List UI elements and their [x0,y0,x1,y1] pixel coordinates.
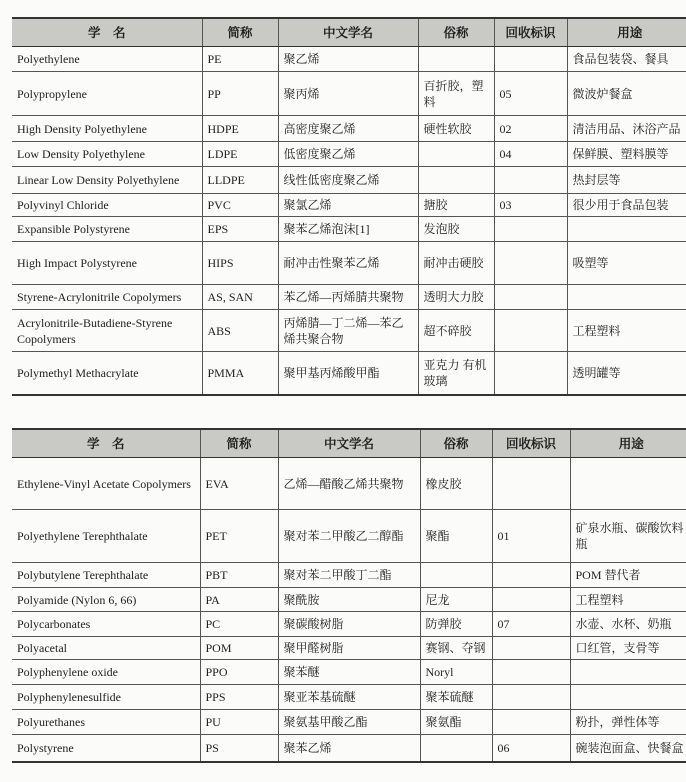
cell-abbreviation: PPO [200,660,278,685]
cell-abbreviation: LDPE [202,142,278,167]
cell-common-name [418,167,494,194]
table-row [12,735,686,762]
cell-recycling-code: 02 [494,116,567,142]
cell-usage: 保鲜膜、塑料膜等 [567,142,686,167]
plastics-table-1 [12,17,686,396]
cell-abbreviation: PU [200,710,278,735]
cell-common-name: 发泡胶 [418,217,494,242]
cell-abbreviation: PS [200,735,278,762]
header-chinese-name: 中文学名 [278,18,418,47]
cell-common-name [420,735,492,762]
cell-chinese-name: 线性低密度聚乙烯 [278,167,418,194]
table-row [12,510,686,563]
cell-scientific-name: Polystyrene [12,735,200,762]
header-recycling-code: 回收标识 [494,18,567,47]
cell-chinese-name: 聚对苯二甲酸乙二醇酯 [278,510,420,563]
table-row [12,167,686,194]
cell-chinese-name: 聚亚苯基硫醚 [278,685,420,710]
table-row [12,710,686,735]
cell-common-name: 聚氨酯 [420,710,492,735]
cell-scientific-name: Polyphenylene oxide [12,660,200,685]
cell-abbreviation: HDPE [202,116,278,142]
header-chinese-name: 中文学名 [278,429,420,458]
cell-scientific-name: Polyvinyl Chloride [12,194,202,217]
cell-abbreviation: PE [202,47,278,72]
cell-usage: 工程塑料 [567,310,686,352]
cell-usage: 微波炉餐盒 [567,72,686,116]
cell-scientific-name: Polybutylene Terephthalate [12,563,200,588]
cell-usage: 食品包装袋、餐具 [567,47,686,72]
cell-chinese-name: 聚甲基丙烯酸甲酯 [278,352,418,395]
cell-chinese-name: 低密度聚乙烯 [278,142,418,167]
cell-usage [570,458,686,510]
cell-common-name: 超不碎胶 [418,310,494,352]
cell-chinese-name: 聚对苯二甲酸丁二酯 [278,563,420,588]
cell-recycling-code [494,242,567,285]
cell-usage: 很少用于食品包装 [567,194,686,217]
cell-chinese-name: 聚甲醛树脂 [278,637,420,660]
cell-recycling-code [492,458,570,510]
cell-abbreviation: PBT [200,563,278,588]
cell-chinese-name: 聚苯乙烯泡沫[1] [278,217,418,242]
header-usage: 用途 [570,429,686,458]
table-row [12,285,686,310]
cell-chinese-name: 聚苯醚 [278,660,420,685]
cell-chinese-name: 苯乙烯—丙烯腈共聚物 [278,285,418,310]
cell-recycling-code [492,710,570,735]
table-row [12,47,686,72]
cell-recycling-code [494,47,567,72]
header-common-name: 俗称 [420,429,492,458]
header-usage: 用途 [567,18,686,47]
cell-chinese-name: 耐冲击性聚苯乙烯 [278,242,418,285]
table-row [12,72,686,116]
table-header [12,18,686,47]
header-scientific-name: 学 名 [12,18,202,47]
cell-chinese-name: 聚氯乙烯 [278,194,418,217]
cell-scientific-name: Low Density Polyethylene [12,142,202,167]
header-scientific-name: 学 名 [12,429,200,458]
cell-chinese-name: 乙烯—醋酸乙烯共聚物 [278,458,420,510]
cell-recycling-code: 03 [494,194,567,217]
cell-usage: POM 替代者 [570,563,686,588]
cell-abbreviation: ABS [202,310,278,352]
cell-scientific-name: High Impact Polystyrene [12,242,202,285]
table-row [12,194,686,217]
table-row [12,242,686,285]
header-abbreviation: 简称 [202,18,278,47]
table-header [12,429,686,458]
header-common-name: 俗称 [418,18,494,47]
cell-recycling-code [492,660,570,685]
cell-usage [570,685,686,710]
cell-common-name: 硬性软胶 [418,116,494,142]
cell-scientific-name: Polyphenylenesulfide [12,685,200,710]
cell-recycling-code [494,217,567,242]
cell-scientific-name: Polycarbonates [12,612,200,637]
cell-abbreviation: AS, SAN [202,285,278,310]
table-row [12,142,686,167]
cell-usage: 水壶、水杯、奶瓶 [570,612,686,637]
cell-usage: 矿泉水瓶、碳酸饮料瓶 [570,510,686,563]
cell-abbreviation: HIPS [202,242,278,285]
cell-abbreviation: PMMA [202,352,278,395]
cell-abbreviation: POM [200,637,278,660]
cell-scientific-name: Ethylene-Vinyl Acetate Copolymers [12,458,200,510]
cell-scientific-name: Acrylonitrile-Butadiene-Styrene Copolymers [12,310,202,352]
table-row [12,217,686,242]
cell-abbreviation: PET [200,510,278,563]
table-row [12,458,686,510]
cell-common-name [420,563,492,588]
header-abbreviation: 简称 [200,429,278,458]
cell-abbreviation: LLDPE [202,167,278,194]
cell-usage: 口红管，支骨等 [570,637,686,660]
cell-common-name: 搪胶 [418,194,494,217]
cell-recycling-code [494,352,567,395]
cell-scientific-name: Polyamide (Nylon 6, 66) [12,588,200,612]
cell-usage: 粉扑，弹性体等 [570,710,686,735]
cell-common-name [418,142,494,167]
cell-recycling-code [494,310,567,352]
cell-common-name: 聚苯硫醚 [420,685,492,710]
cell-chinese-name: 聚丙烯 [278,72,418,116]
cell-usage: 热封层等 [567,167,686,194]
cell-recycling-code [492,588,570,612]
cell-recycling-code: 05 [494,72,567,116]
cell-usage: 清洁用品、沐浴产品 [567,116,686,142]
cell-chinese-name: 高密度聚乙烯 [278,116,418,142]
cell-abbreviation: PVC [202,194,278,217]
cell-scientific-name: Polyethylene Terephthalate [12,510,200,563]
cell-recycling-code: 06 [492,735,570,762]
cell-recycling-code [494,167,567,194]
cell-abbreviation: PPS [200,685,278,710]
cell-usage [570,660,686,685]
cell-scientific-name: Polypropylene [12,72,202,116]
cell-common-name [418,47,494,72]
cell-scientific-name: Polyurethanes [12,710,200,735]
cell-usage [567,217,686,242]
cell-common-name: 耐冲击硬胶 [418,242,494,285]
table-row [12,310,686,352]
cell-recycling-code: 04 [494,142,567,167]
cell-recycling-code: 07 [492,612,570,637]
cell-common-name: 亚克力 有机玻璃 [418,352,494,395]
cell-scientific-name: Polyacetal [12,637,200,660]
cell-recycling-code [492,637,570,660]
table-row [12,352,686,395]
cell-common-name: 聚酯 [420,510,492,563]
cell-abbreviation: EVA [200,458,278,510]
cell-chinese-name: 聚苯乙烯 [278,735,420,762]
table-row [12,637,686,660]
cell-usage: 吸塑等 [567,242,686,285]
cell-common-name: Noryl [420,660,492,685]
cell-abbreviation: PC [200,612,278,637]
table-row [12,588,686,612]
cell-scientific-name: High Density Polyethylene [12,116,202,142]
header-recycling-code: 回收标识 [492,429,570,458]
cell-scientific-name: Polymethyl Methacrylate [12,352,202,395]
cell-chinese-name: 聚酰胺 [278,588,420,612]
cell-chinese-name: 聚乙烯 [278,47,418,72]
table-row [12,685,686,710]
table-row [12,612,686,637]
cell-common-name: 尼龙 [420,588,492,612]
cell-scientific-name: Polyethylene [12,47,202,72]
cell-chinese-name: 聚碳酸树脂 [278,612,420,637]
cell-usage [567,285,686,310]
plastics-table-2 [12,428,686,763]
cell-recycling-code [494,285,567,310]
cell-usage: 工程塑料 [570,588,686,612]
cell-chinese-name: 丙烯腈—丁二烯—苯乙烯共聚合物 [278,310,418,352]
table-row [12,660,686,685]
cell-recycling-code: 01 [492,510,570,563]
table-row [12,116,686,142]
cell-usage: 碗装泡面盒、快餐盒 [570,735,686,762]
cell-common-name: 透明大力胶 [418,285,494,310]
cell-scientific-name: Styrene-Acrylonitrile Copolymers [12,285,202,310]
cell-common-name: 百折胶，塑料 [418,72,494,116]
cell-common-name: 防弹胶 [420,612,492,637]
cell-abbreviation: PP [202,72,278,116]
cell-chinese-name: 聚氨基甲酸乙酯 [278,710,420,735]
table-row [12,563,686,588]
cell-scientific-name: Expansible Polystyrene [12,217,202,242]
cell-common-name: 橡皮胶 [420,458,492,510]
cell-usage: 透明罐等 [567,352,686,395]
cell-abbreviation: EPS [202,217,278,242]
cell-recycling-code [492,563,570,588]
cell-scientific-name: Linear Low Density Polyethylene [12,167,202,194]
cell-common-name: 赛钢、夺钢 [420,637,492,660]
cell-abbreviation: PA [200,588,278,612]
cell-recycling-code [492,685,570,710]
